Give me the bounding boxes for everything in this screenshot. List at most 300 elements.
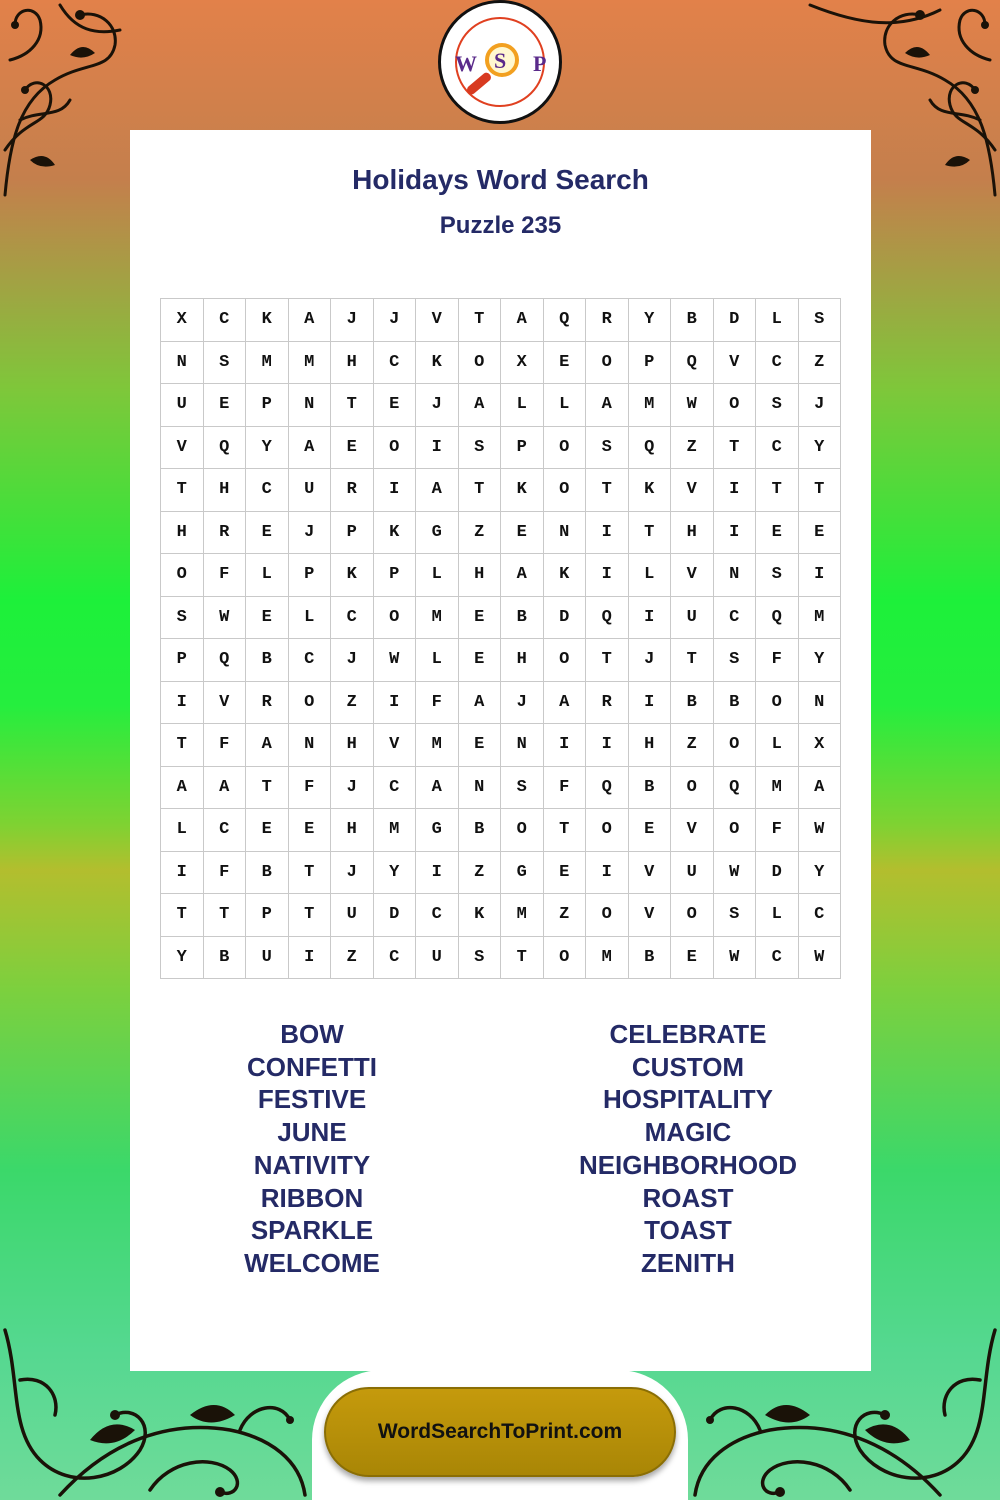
grid-cell[interactable]: C [416,894,459,937]
grid-cell[interactable]: L [501,384,544,427]
word-list-right [528,1018,848,1280]
grid-cell[interactable]: G [416,809,459,852]
grid-cell[interactable]: B [203,936,246,979]
grid-cell[interactable]: C [288,639,331,682]
grid-cell[interactable]: T [671,639,714,682]
grid-cell[interactable]: T [586,469,629,512]
grid-cell[interactable]: M [288,341,331,384]
grid-cell[interactable]: F [203,724,246,767]
word-list-item: NEIGHBORHOOD [578,1149,798,1180]
grid-cell[interactable]: E [756,511,799,554]
grid-cell[interactable]: K [416,341,459,384]
grid-cell[interactable]: T [246,766,289,809]
grid-cell[interactable]: A [798,766,841,809]
grid-cell[interactable]: H [331,724,374,767]
grid-cell[interactable]: T [756,469,799,512]
grid-cell[interactable]: M [586,936,629,979]
grid-cell[interactable]: W [373,639,416,682]
grid-row [161,384,841,427]
grid-cell[interactable]: H [671,511,714,554]
grid-cell[interactable]: A [501,299,544,342]
grid-cell[interactable]: H [501,639,544,682]
grid-row [161,639,841,682]
grid-cell[interactable]: J [331,851,374,894]
grid-cell[interactable]: R [246,681,289,724]
grid-cell[interactable]: L [756,894,799,937]
grid-cell[interactable]: F [203,554,246,597]
grid-cell[interactable]: U [246,936,289,979]
grid-cell[interactable]: O [756,681,799,724]
grid-cell[interactable]: L [756,299,799,342]
grid-cell[interactable]: K [331,554,374,597]
grid-cell[interactable]: O [671,766,714,809]
grid-row [161,299,841,342]
grid-cell[interactable]: B [671,681,714,724]
grid-cell[interactable]: O [586,809,629,852]
grid-cell[interactable]: Z [331,936,374,979]
grid-cell[interactable]: Q [203,426,246,469]
grid-cell[interactable]: C [203,809,246,852]
grid-cell[interactable]: E [246,809,289,852]
grid-cell[interactable]: Z [458,511,501,554]
grid-cell[interactable]: C [331,596,374,639]
grid-cell[interactable]: S [713,894,756,937]
word-list-item: CUSTOM [631,1051,745,1082]
grid-cell[interactable]: M [373,809,416,852]
grid-cell[interactable]: A [458,384,501,427]
grid-cell[interactable]: E [458,639,501,682]
grid-cell[interactable]: U [331,894,374,937]
grid-cell[interactable]: S [756,384,799,427]
website-button[interactable] [324,1387,676,1477]
grid-cell[interactable]: X [501,341,544,384]
grid-cell[interactable]: K [246,299,289,342]
grid-cell[interactable]: O [543,639,586,682]
word-list-item: CELEBRATE [609,1019,767,1049]
logo-letter-p: P [533,51,547,76]
grid-cell[interactable]: G [416,511,459,554]
word-list-item: TOAST [644,1215,732,1246]
grid-cell[interactable]: N [161,341,204,384]
grid-cell[interactable]: I [628,596,671,639]
grid-cell[interactable]: K [458,894,501,937]
grid-row [161,426,841,469]
grid-row [161,724,841,767]
grid-cell[interactable]: Z [543,894,586,937]
grid-cell[interactable]: M [416,596,459,639]
grid-cell[interactable]: Z [798,341,841,384]
grid-cell[interactable]: S [713,639,756,682]
grid-cell[interactable]: W [798,936,841,979]
grid-cell[interactable]: O [543,936,586,979]
grid-cell[interactable]: H [331,809,374,852]
grid-cell[interactable]: C [203,299,246,342]
logo-letter-s: S [494,48,507,73]
grid-cell[interactable]: N [288,384,331,427]
grid-cell[interactable]: S [203,341,246,384]
grid-cell[interactable]: B [246,639,289,682]
grid-cell[interactable]: C [756,426,799,469]
grid-cell[interactable]: E [543,851,586,894]
grid-cell[interactable]: T [628,511,671,554]
grid-row [161,596,841,639]
grid-cell[interactable]: I [713,469,756,512]
grid-cell[interactable]: V [713,341,756,384]
grid-cell[interactable]: I [161,851,204,894]
grid-cell[interactable]: O [713,809,756,852]
grid-cell[interactable]: T [458,299,501,342]
grid-cell[interactable]: D [756,851,799,894]
grid-cell[interactable]: Q [713,766,756,809]
grid-cell[interactable]: S [501,766,544,809]
grid-cell[interactable]: A [246,724,289,767]
grid-row [161,766,841,809]
grid-row [161,851,841,894]
grid-cell[interactable]: E [246,511,289,554]
grid-cell[interactable]: R [586,681,629,724]
grid-cell[interactable]: A [543,681,586,724]
grid-cell[interactable]: O [501,809,544,852]
grid-cell[interactable]: I [713,511,756,554]
word-list-item: HOSPITALITY [603,1084,773,1115]
grid-cell[interactable]: X [798,724,841,767]
grid-cell[interactable]: F [416,681,459,724]
grid-cell[interactable]: L [288,596,331,639]
grid-cell[interactable]: Z [458,851,501,894]
grid-row [161,469,841,512]
grid-cell[interactable]: V [161,426,204,469]
grid-cell[interactable]: Y [798,851,841,894]
grid-cell[interactable]: I [586,724,629,767]
grid-cell[interactable]: E [543,341,586,384]
grid-cell[interactable]: J [373,299,416,342]
grid-cell[interactable]: T [161,894,204,937]
word-list-item: ZENITH [641,1247,735,1278]
grid-cell[interactable]: P [246,384,289,427]
grid-cell[interactable]: A [501,554,544,597]
grid-cell[interactable]: V [628,894,671,937]
word-list-left [152,1018,472,1280]
grid-cell[interactable]: Z [671,426,714,469]
grid-cell[interactable]: V [416,299,459,342]
grid-row [161,554,841,597]
grid-cell[interactable]: V [671,809,714,852]
grid-cell[interactable]: O [161,554,204,597]
grid-cell[interactable]: C [713,596,756,639]
grid-cell[interactable]: I [373,469,416,512]
grid-cell[interactable]: M [501,894,544,937]
grid-cell[interactable]: K [373,511,416,554]
grid-cell[interactable]: P [288,554,331,597]
grid-cell[interactable]: X [161,299,204,342]
grid-cell[interactable]: G [501,851,544,894]
grid-cell[interactable]: U [288,469,331,512]
grid-cell[interactable]: L [161,809,204,852]
letter-grid [160,298,841,979]
grid-cell[interactable]: H [331,341,374,384]
grid-cell[interactable]: P [246,894,289,937]
word-list-item: CONFETTI [247,1051,377,1082]
grid-cell[interactable]: A [416,766,459,809]
grid-cell[interactable]: N [288,724,331,767]
grid-cell[interactable]: L [416,639,459,682]
grid-row [161,809,841,852]
grid-cell[interactable]: S [586,426,629,469]
grid-cell[interactable]: I [586,554,629,597]
puzzle-panel [130,130,871,1371]
grid-cell[interactable]: Q [671,341,714,384]
grid-cell[interactable]: M [798,596,841,639]
grid-cell[interactable]: J [628,639,671,682]
grid-cell[interactable]: F [203,851,246,894]
logo-letter-w: W [455,51,477,76]
grid-cell[interactable]: I [288,936,331,979]
grid-cell[interactable]: E [373,384,416,427]
grid-cell[interactable]: M [628,384,671,427]
grid-cell[interactable]: Y [161,936,204,979]
grid-cell[interactable]: H [628,724,671,767]
grid-cell[interactable]: K [501,469,544,512]
grid-cell[interactable]: S [798,299,841,342]
grid-cell[interactable]: E [671,936,714,979]
grid-cell[interactable]: K [543,554,586,597]
grid-cell[interactable]: O [586,894,629,937]
grid-cell[interactable]: V [671,554,714,597]
puzzle-number: Puzzle 235 [439,212,562,239]
grid-cell[interactable]: L [543,384,586,427]
grid-cell[interactable]: C [373,341,416,384]
grid-cell[interactable]: I [543,724,586,767]
grid-cell[interactable]: Z [671,724,714,767]
grid-cell[interactable]: T [458,469,501,512]
grid-cell[interactable]: S [756,554,799,597]
grid-row [161,681,841,724]
grid-cell[interactable]: E [203,384,246,427]
grid-cell[interactable]: N [543,511,586,554]
word-list-item: NATIVITY [253,1149,371,1180]
grid-cell[interactable]: O [713,384,756,427]
grid-cell[interactable]: R [203,511,246,554]
grid-cell[interactable]: V [203,681,246,724]
grid-cell[interactable]: T [543,809,586,852]
grid-cell[interactable]: U [671,596,714,639]
grid-cell[interactable]: R [331,469,374,512]
grid-cell[interactable]: L [756,724,799,767]
grid-cell[interactable]: T [288,894,331,937]
grid-cell[interactable]: M [416,724,459,767]
grid-cell[interactable]: V [671,469,714,512]
grid-cell[interactable]: W [713,851,756,894]
grid-cell[interactable]: F [756,639,799,682]
grid-cell[interactable]: T [798,469,841,512]
grid-cell[interactable]: Y [246,426,289,469]
grid-cell[interactable]: V [628,851,671,894]
grid-cell[interactable]: Q [203,639,246,682]
grid-cell[interactable]: D [373,894,416,937]
grid-cell[interactable]: N [458,766,501,809]
grid-cell[interactable]: N [798,681,841,724]
grid-cell[interactable]: B [628,766,671,809]
grid-cell[interactable]: S [458,426,501,469]
grid-cell[interactable]: N [713,554,756,597]
grid-cell[interactable]: Y [798,426,841,469]
grid-cell[interactable]: J [331,299,374,342]
grid-cell[interactable]: L [246,554,289,597]
grid-cell[interactable]: Y [373,851,416,894]
grid-cell[interactable]: V [373,724,416,767]
grid-cell[interactable]: I [416,426,459,469]
grid-cell[interactable]: A [203,766,246,809]
grid-cell[interactable]: I [161,681,204,724]
page-title: Holidays Word Search [352,164,649,195]
grid-cell[interactable]: T [288,851,331,894]
grid-cell[interactable]: F [288,766,331,809]
grid-row [161,894,841,937]
grid-cell[interactable]: P [161,639,204,682]
grid-cell[interactable]: Z [331,681,374,724]
word-list-item: BOW [280,1019,344,1049]
grid-cell[interactable]: Q [586,596,629,639]
grid-cell[interactable]: A [288,299,331,342]
grid-cell[interactable]: I [416,851,459,894]
grid-cell[interactable]: A [161,766,204,809]
grid-row [161,936,841,979]
grid-cell[interactable]: F [543,766,586,809]
grid-cell[interactable]: W [798,809,841,852]
grid-cell[interactable]: L [628,554,671,597]
grid-cell[interactable]: R [586,299,629,342]
grid-cell[interactable]: T [203,894,246,937]
grid-cell[interactable]: T [713,426,756,469]
footer [312,1370,688,1500]
grid-cell[interactable]: O [713,724,756,767]
wsp-logo [438,0,562,124]
grid-cell[interactable]: H [458,554,501,597]
grid-cell[interactable]: U [416,936,459,979]
grid-cell[interactable]: O [543,469,586,512]
grid-cell[interactable]: I [586,511,629,554]
grid-cell[interactable]: A [288,426,331,469]
grid-cell[interactable]: I [586,851,629,894]
grid-cell[interactable]: B [501,596,544,639]
grid-cell[interactable]: Q [543,299,586,342]
grid-cell[interactable]: M [246,341,289,384]
word-list-item: WELCOME [244,1247,380,1278]
grid-cell[interactable]: T [331,384,374,427]
grid-cell[interactable]: O [373,426,416,469]
grid-cell[interactable]: A [458,681,501,724]
grid-cell[interactable]: P [501,426,544,469]
grid-row [161,341,841,384]
grid-row [161,511,841,554]
grid-cell[interactable]: J [798,384,841,427]
grid-cell[interactable]: I [373,681,416,724]
grid-cell[interactable]: S [458,936,501,979]
grid-cell[interactable]: Y [628,299,671,342]
grid-cell[interactable]: J [501,681,544,724]
grid-cell[interactable]: J [288,511,331,554]
grid-cell[interactable]: P [628,341,671,384]
grid-cell[interactable]: T [586,639,629,682]
grid-cell[interactable]: W [671,384,714,427]
grid-cell[interactable]: I [628,681,671,724]
grid-cell[interactable]: E [331,426,374,469]
grid-cell[interactable]: O [543,426,586,469]
grid-cell[interactable]: D [713,299,756,342]
grid-cell[interactable]: A [416,469,459,512]
grid-cell[interactable]: C [373,766,416,809]
grid-cell[interactable]: B [628,936,671,979]
word-list-item: FESTIVE [257,1084,367,1115]
grid-cell[interactable]: C [246,469,289,512]
grid-cell[interactable]: C [798,894,841,937]
website-label: WordSearchToPrint.com [377,1420,623,1443]
grid-cell[interactable]: L [416,554,459,597]
grid-cell[interactable]: K [628,469,671,512]
word-list-item: ROAST [642,1182,734,1213]
grid-cell[interactable]: E [501,511,544,554]
grid-cell[interactable]: E [458,724,501,767]
grid-cell[interactable]: I [798,554,841,597]
grid-cell[interactable]: T [161,724,204,767]
flourish-top-left-icon [0,0,130,200]
grid-cell[interactable]: U [161,384,204,427]
grid-cell[interactable]: H [203,469,246,512]
grid-cell[interactable]: Q [586,766,629,809]
grid-cell[interactable]: O [373,596,416,639]
grid-cell[interactable]: N [501,724,544,767]
grid-cell[interactable]: P [373,554,416,597]
grid-cell[interactable]: Q [628,426,671,469]
word-list-item: MAGIC [644,1117,732,1148]
grid-cell[interactable]: T [161,469,204,512]
grid-cell[interactable]: Q [756,596,799,639]
grid-cell[interactable]: B [671,299,714,342]
grid-cell[interactable]: E [288,809,331,852]
grid-cell[interactable]: H [161,511,204,554]
grid-cell[interactable]: J [331,766,374,809]
grid-cell[interactable]: Y [798,639,841,682]
grid-cell[interactable]: E [628,809,671,852]
grid-cell[interactable]: C [756,341,799,384]
grid-cell[interactable]: T [501,936,544,979]
grid-cell[interactable]: B [246,851,289,894]
grid-cell[interactable]: E [246,596,289,639]
grid-cell[interactable]: A [586,384,629,427]
grid-cell[interactable]: D [543,596,586,639]
grid-cell[interactable]: O [671,894,714,937]
grid-cell[interactable]: W [203,596,246,639]
grid-cell[interactable]: U [671,851,714,894]
grid-cell[interactable]: J [416,384,459,427]
grid-cell[interactable]: S [161,596,204,639]
grid-cell[interactable]: F [756,809,799,852]
grid-cell[interactable]: E [798,511,841,554]
grid-cell[interactable]: P [331,511,374,554]
grid-cell[interactable]: B [458,809,501,852]
grid-cell[interactable]: J [331,639,374,682]
grid-cell[interactable]: B [713,681,756,724]
grid-cell[interactable]: O [288,681,331,724]
grid-cell[interactable]: O [458,341,501,384]
grid-cell[interactable]: M [756,766,799,809]
grid-cell[interactable]: C [373,936,416,979]
grid-cell[interactable]: W [713,936,756,979]
grid-cell[interactable]: E [458,596,501,639]
grid-cell[interactable]: C [756,936,799,979]
word-list-item: RIBBON [260,1182,364,1213]
grid-cell[interactable]: O [586,341,629,384]
